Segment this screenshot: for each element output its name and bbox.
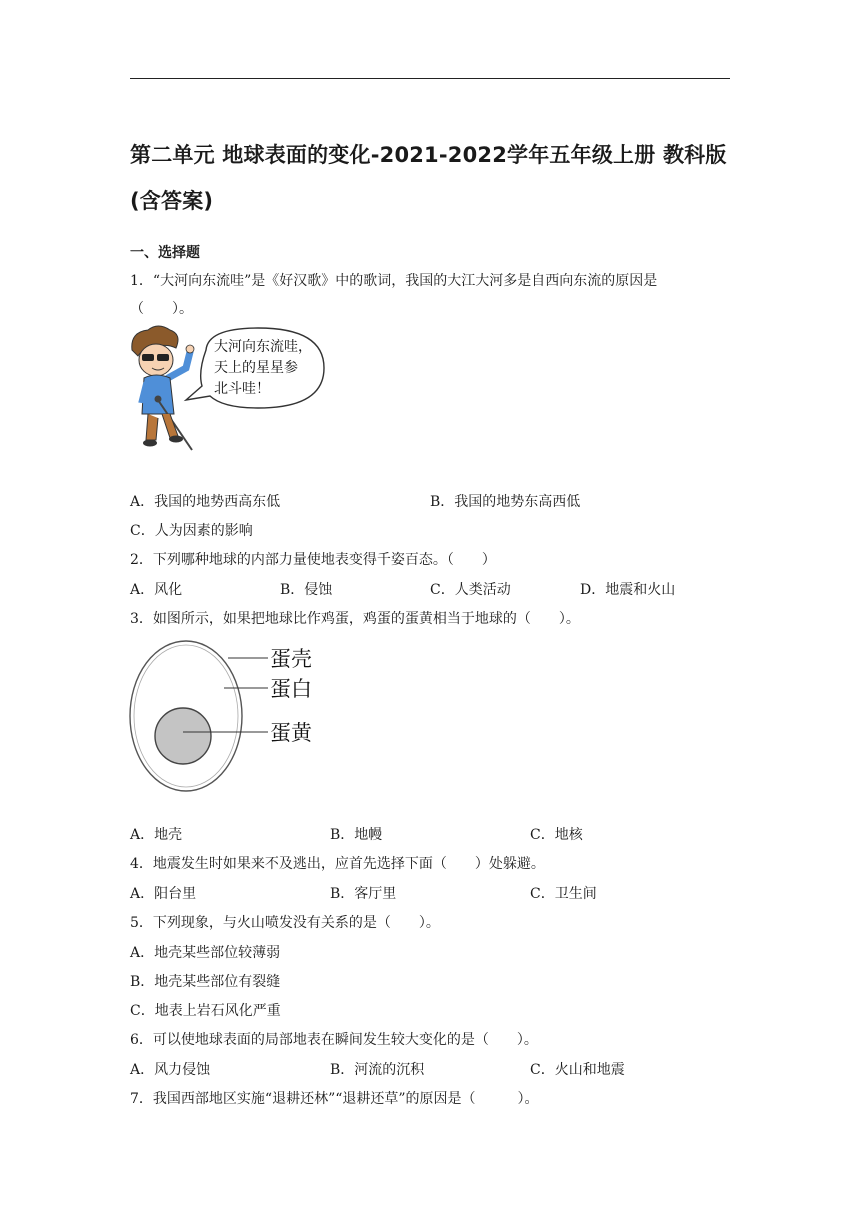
question-4-stem: 4．地震发生时如果来不及逃出，应首先选择下面（ ）处躲避。	[130, 856, 545, 872]
question-4-option-c: C．卫生间	[530, 886, 597, 902]
question-1-option-c: C．人为因素的影响	[130, 523, 253, 539]
question-5-option-c: C．地表上岩石风化严重	[130, 1003, 281, 1019]
question-2-option-b: B．侵蚀	[280, 582, 333, 598]
question-6-stem: 6．可以使地球表面的局部地表在瞬间发生较大变化的是（ ）。	[130, 1032, 538, 1048]
question-6-option-b: B．河流的沉积	[330, 1062, 425, 1078]
question-2-stem: 2．下列哪种地球的内部力量使地表变得千姿百态。（ ）	[130, 552, 496, 568]
question-4-option-b: B．客厅里	[330, 886, 397, 902]
bubble-text-line3: 北斗哇！	[214, 381, 270, 397]
bubble-text-line2: 天上的星星参	[214, 360, 298, 376]
header-rule	[130, 78, 730, 79]
question-1-stem-line1: 1．“大河向东流哇”是《好汉歌》中的歌词，我国的大江大河多是自西向东流的原因是	[130, 273, 658, 289]
page-title: 第二单元 地球表面的变化-2021-2022学年五年级上册 教科版(含答案)	[130, 143, 727, 213]
question-4-option-a: A．阳台里	[130, 886, 197, 902]
question-6-option-a: A．风力侵蚀	[130, 1062, 211, 1078]
question-2-option-d: D．地震和火山	[580, 582, 676, 598]
question-3-option-b: B．地幔	[330, 827, 383, 843]
bubble-text-line1: 大河向东流哇，	[214, 339, 312, 355]
question-3-stem: 3．如图所示，如果把地球比作鸡蛋，鸡蛋的蛋黄相当于地球的（ ）。	[130, 611, 580, 627]
egg-label-yolk: 蛋黄	[270, 721, 312, 745]
question-3-option-c: C．地核	[530, 827, 583, 843]
egg-label-shell: 蛋壳	[270, 647, 312, 671]
question-1-stem-line2: （ ）。	[130, 301, 193, 317]
egg-label-white: 蛋白	[270, 677, 312, 701]
question-2-option-a: A．风化	[130, 582, 183, 598]
question-2-option-c: C．人类活动	[430, 582, 511, 598]
question-6-option-c: C．火山和地震	[530, 1062, 625, 1078]
section-heading: 一、选择题	[130, 245, 200, 261]
question-1-option-a: A．我国的地势西高东低	[130, 494, 281, 510]
question-7-stem: 7．我国西部地区实施“退耕还林”“退耕还草”的原因是（ ）。	[130, 1091, 539, 1107]
egg-diagram	[128, 636, 328, 796]
singer-illustration	[128, 322, 333, 454]
question-3-option-a: A．地壳	[130, 827, 183, 843]
question-5-option-b: B．地壳某些部位有裂缝	[130, 974, 281, 990]
question-5-stem: 5．下列现象，与火山喷发没有关系的是（ ）。	[130, 915, 440, 931]
question-5-option-a: A．地壳某些部位较薄弱	[130, 945, 281, 961]
question-1-option-b: B．我国的地势东高西低	[430, 494, 581, 510]
